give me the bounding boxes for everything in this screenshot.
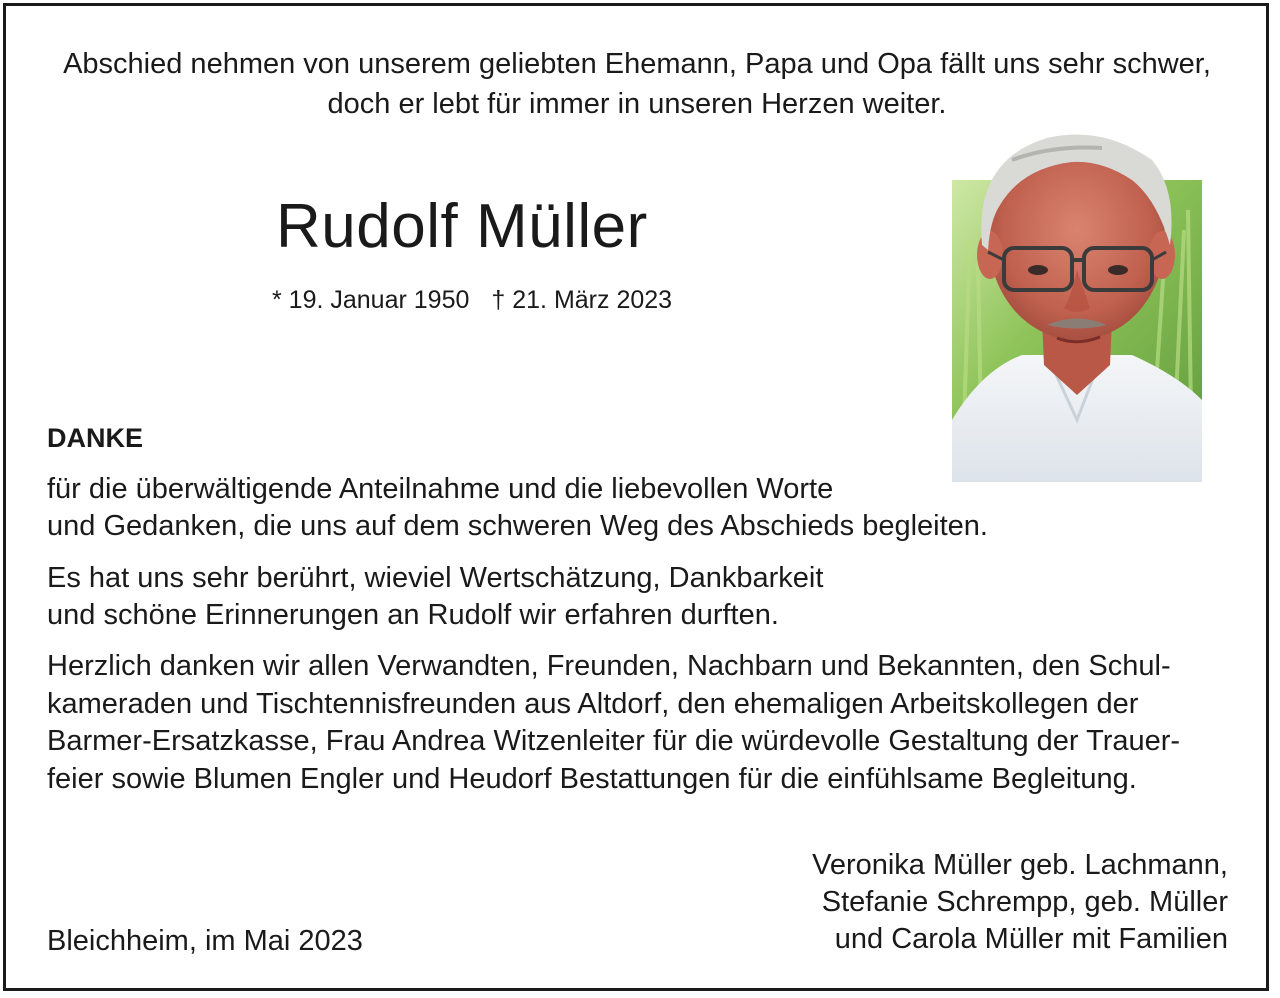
signer-line: Stefanie Schrempp, geb. Müller [821, 886, 1228, 918]
thanks-paragraph-2 [47, 560, 823, 634]
signer-line: und Carola Müller mit Familien [834, 923, 1228, 955]
paragraph-line: kameraden und Tischtennisfreunden aus Altdorf, den ehemaligen Arbeitskollegen der [47, 687, 1139, 720]
paragraph-line: Barmer-Ersatzkasse, Frau Andrea Witzenleiter für die würdevolle Gestaltung der Trauer- [47, 725, 1181, 757]
paragraph-line: Es hat uns sehr berührt, wieviel Wertschätzung, Dankbarkeit [47, 562, 824, 594]
deceased-name: Rudolf Müller [276, 192, 648, 261]
birth-date: * 19. Januar 1950 [272, 286, 470, 314]
life-dates [272, 283, 672, 317]
paragraph-line: für die überwältigende Anteilnahme und die liebevollen Worte [47, 473, 834, 505]
intro-text [40, 44, 1234, 124]
thanks-heading: DANKE [47, 423, 144, 453]
place-date: Bleichheim, im Mai 2023 [47, 925, 363, 957]
paragraph-line: feier sowie Blumen Engler und Heudorf Bestattungen für die einfühlsame Begleitung. [47, 762, 1137, 795]
death-date: † 21. März 2023 [491, 286, 673, 314]
thanks-paragraph-3 [47, 648, 1180, 798]
portrait-photo [952, 120, 1202, 482]
signer-line: Veronika Müller geb. Lachmann, [812, 849, 1228, 881]
thanks-paragraph-1 [47, 471, 988, 545]
intro-line-1: Abschied nehmen von unserem geliebten Ehemann, Papa und Opa fällt uns sehr schwer, [63, 48, 1211, 80]
paragraph-line: und schöne Erinnerungen an Rudolf wir erfahren durften. [47, 599, 779, 631]
paragraph-line: und Gedanken, die uns auf dem schweren Weg des Abschieds begleiten. [47, 510, 988, 542]
paragraph-line: Herzlich danken wir allen Verwandten, Freunden, Nachbarn und Bekannten, den Schul- [47, 650, 1171, 682]
signers-block [812, 847, 1228, 958]
intro-line-2: doch er lebt für immer in unseren Herzen weiter. [327, 88, 947, 120]
